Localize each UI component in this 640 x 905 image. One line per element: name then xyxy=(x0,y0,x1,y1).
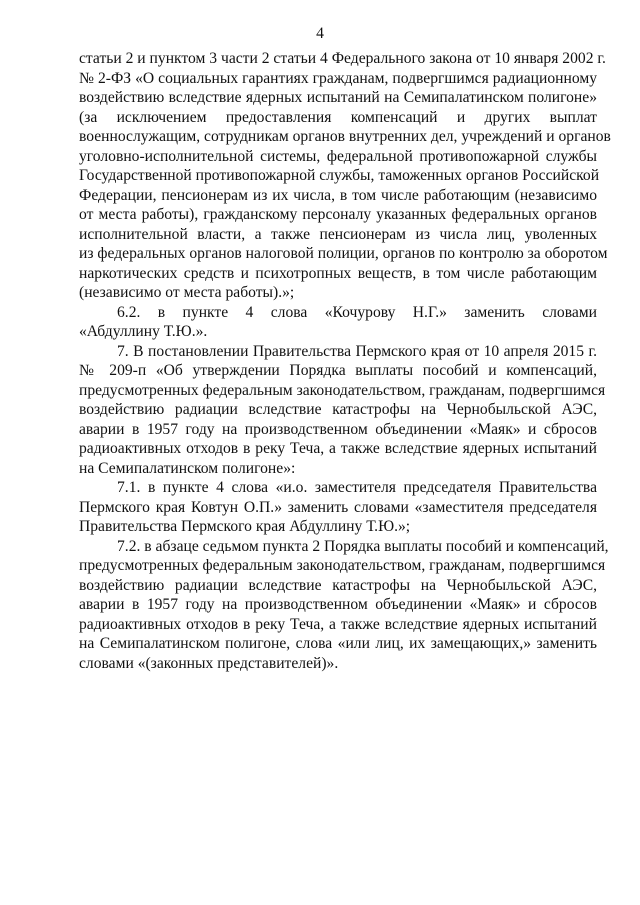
text-line: из федеральных органов налоговой полиции, органов по контролю за оборотом xyxy=(79,245,608,262)
text-line: уголовно-исполнительной системы, федеральной противопожарной службы xyxy=(79,147,597,165)
document-body xyxy=(79,49,611,673)
paragraph-7-1 xyxy=(79,478,597,537)
text-line: № 2-ФЗ «О социальных гарантиях гражданам, подвергшимся радиационному xyxy=(79,69,597,87)
text-line: Правительства Пермского края Абдуллину Т.Ю.»; xyxy=(79,518,411,535)
text-line: радиоактивных отходов в реку Теча, а также вследствие ядерных испытаний xyxy=(79,615,597,633)
text-line: на Семипалатинском полигоне»: xyxy=(79,459,296,477)
text-line: на Семипалатинском полигоне, слова «или лиц, их замещающих,» заменить xyxy=(79,635,597,652)
text-line: словами «(законных представителей)». xyxy=(79,654,339,672)
text-line: Пермского края Ковтун О.П.» заменить словами «заместителя председателя xyxy=(79,498,597,516)
text-line: воздействию радиации вследствие катастрофы на Чернобыльской АЭС, xyxy=(79,401,597,418)
text-line: от места работы), гражданскому персоналу указанных федеральных органов xyxy=(79,206,597,223)
text-line: 7.2. в абзаце седьмом пункта 2 Порядка выплаты пособий и компенсаций, xyxy=(117,537,609,555)
page-number: 4 xyxy=(316,25,324,42)
text-line: 7.1. в пункте 4 слова «и.о. заместителя председателя Правительства xyxy=(117,479,597,496)
text-line: (независимо от места работы).»; xyxy=(79,284,295,301)
text-line: «Абдуллину Т.Ю.». xyxy=(79,323,208,340)
paragraph-7-2 xyxy=(79,537,609,674)
paragraph-6-2 xyxy=(79,303,597,342)
paragraph-law-reference xyxy=(79,49,611,303)
text-line: 7. В постановлении Правительства Пермского края от 10 апреля 2015 г. xyxy=(117,342,597,360)
text-line: радиоактивных отходов в реку Теча, а также вследствие ядерных испытаний xyxy=(79,440,597,457)
text-line: № 209-п «Об утверждении Порядка выплаты пособий и компенсаций, xyxy=(79,362,597,379)
paragraph-7 xyxy=(79,342,606,479)
text-line: наркотических средств и психотропных веществ, в том числе работающим xyxy=(79,264,597,282)
text-line: исполнительной власти, а также пенсионерам из числа лиц, уволенных xyxy=(79,225,597,243)
text-line: воздействию радиации вследствие катастрофы на Чернобыльской АЭС, xyxy=(79,576,597,594)
text-line: предусмотренных федеральным законодательством, гражданам, подвергшимся xyxy=(79,557,606,574)
text-line: Федерации, пенсионерам из их числа, в том числе работающим (независимо xyxy=(79,186,597,204)
text-line: 6.2. в пункте 4 слова «Кочурову Н.Г.» заменить словами xyxy=(117,303,597,321)
text-line: аварии в 1957 году на производственном объединении «Маяк» и сбросов xyxy=(79,420,597,438)
text-line: статьи 2 и пунктом 3 части 2 статьи 4 Федерального закона от 10 января 2002 г. xyxy=(79,50,606,67)
text-line: воздействию вследствие ядерных испытаний на Семипалатинском полигоне» xyxy=(79,89,597,106)
text-line: военнослужащим, сотрудникам органов внутренних дел, учреждений и органов xyxy=(79,128,611,145)
text-line: предусмотренных федеральным законодательством, гражданам, подвергшимся xyxy=(79,381,606,399)
text-line: Государственной противопожарной службы, таможенных органов Российской xyxy=(79,167,600,184)
text-line: (за исключением предоставления компенсаций и других выплат xyxy=(79,108,597,126)
text-line: аварии в 1957 году на производственном объединении «Маяк» и сбросов xyxy=(79,596,597,613)
